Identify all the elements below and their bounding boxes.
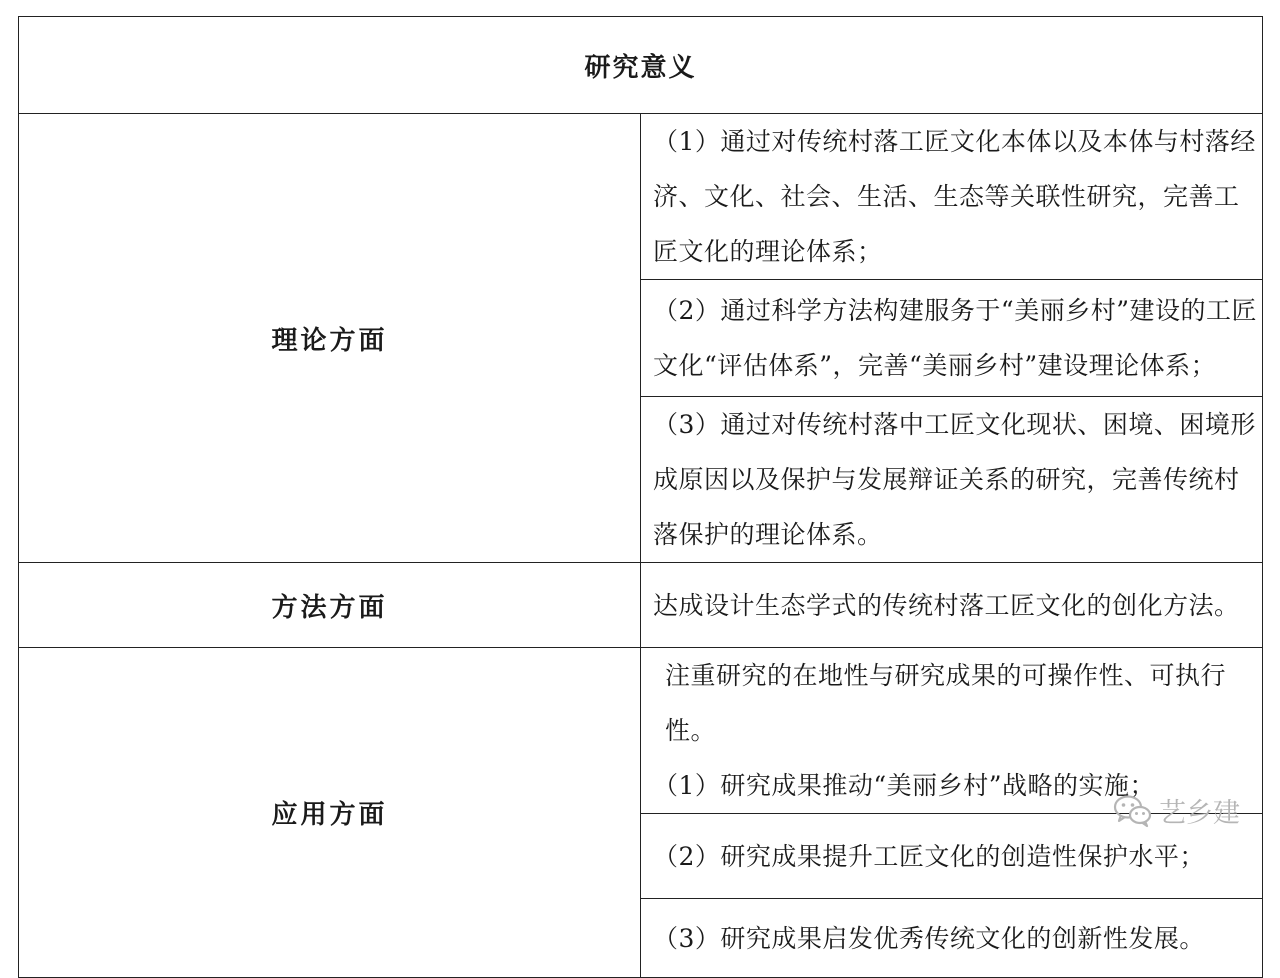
- category-method: 方法方面: [19, 563, 641, 648]
- table-row: [19, 563, 1263, 648]
- theory-item-2: （2）通过科学方法构建服务于“美丽乡村”建设的工匠文化“评估体系”，完善“美丽乡村”建设理论体系；: [641, 280, 1263, 397]
- table-title: 研究意义: [19, 17, 1263, 114]
- application-cell-1: [641, 648, 1263, 814]
- table-row: [19, 114, 1263, 280]
- application-intro: 注重研究的在地性与研究成果的可操作性、可执行性。: [665, 661, 1227, 745]
- research-significance-table: [18, 16, 1263, 978]
- table-row: [19, 648, 1263, 814]
- application-item-3: （3）研究成果启发优秀传统文化的创新性发展。: [641, 899, 1263, 978]
- theory-item-1: （1）通过对传统村落工匠文化本体以及本体与村落经济、文化、社会、生活、生态等关联性研究，完善工匠文化的理论体系；: [641, 114, 1263, 280]
- category-theory: 理论方面: [19, 114, 641, 563]
- application-item-1: （1）研究成果推动“美丽乡村”战略的实施；: [653, 771, 1155, 800]
- table-title-row: [19, 17, 1263, 114]
- theory-item-3: （3）通过对传统村落中工匠文化现状、困境、困境形成原因以及保护与发展辩证关系的研究，完善传统村落保护的理论体系。: [641, 397, 1263, 563]
- category-application: 应用方面: [19, 648, 641, 978]
- method-item-1: 达成设计生态学式的传统村落工匠文化的创化方法。: [641, 563, 1263, 648]
- watermark-text: 艺乡建: [1159, 798, 1240, 829]
- wechat-icon: [1113, 794, 1153, 828]
- application-item-2: （2）研究成果提升工匠文化的创造性保护水平；: [641, 814, 1263, 899]
- watermark: [1113, 791, 1240, 830]
